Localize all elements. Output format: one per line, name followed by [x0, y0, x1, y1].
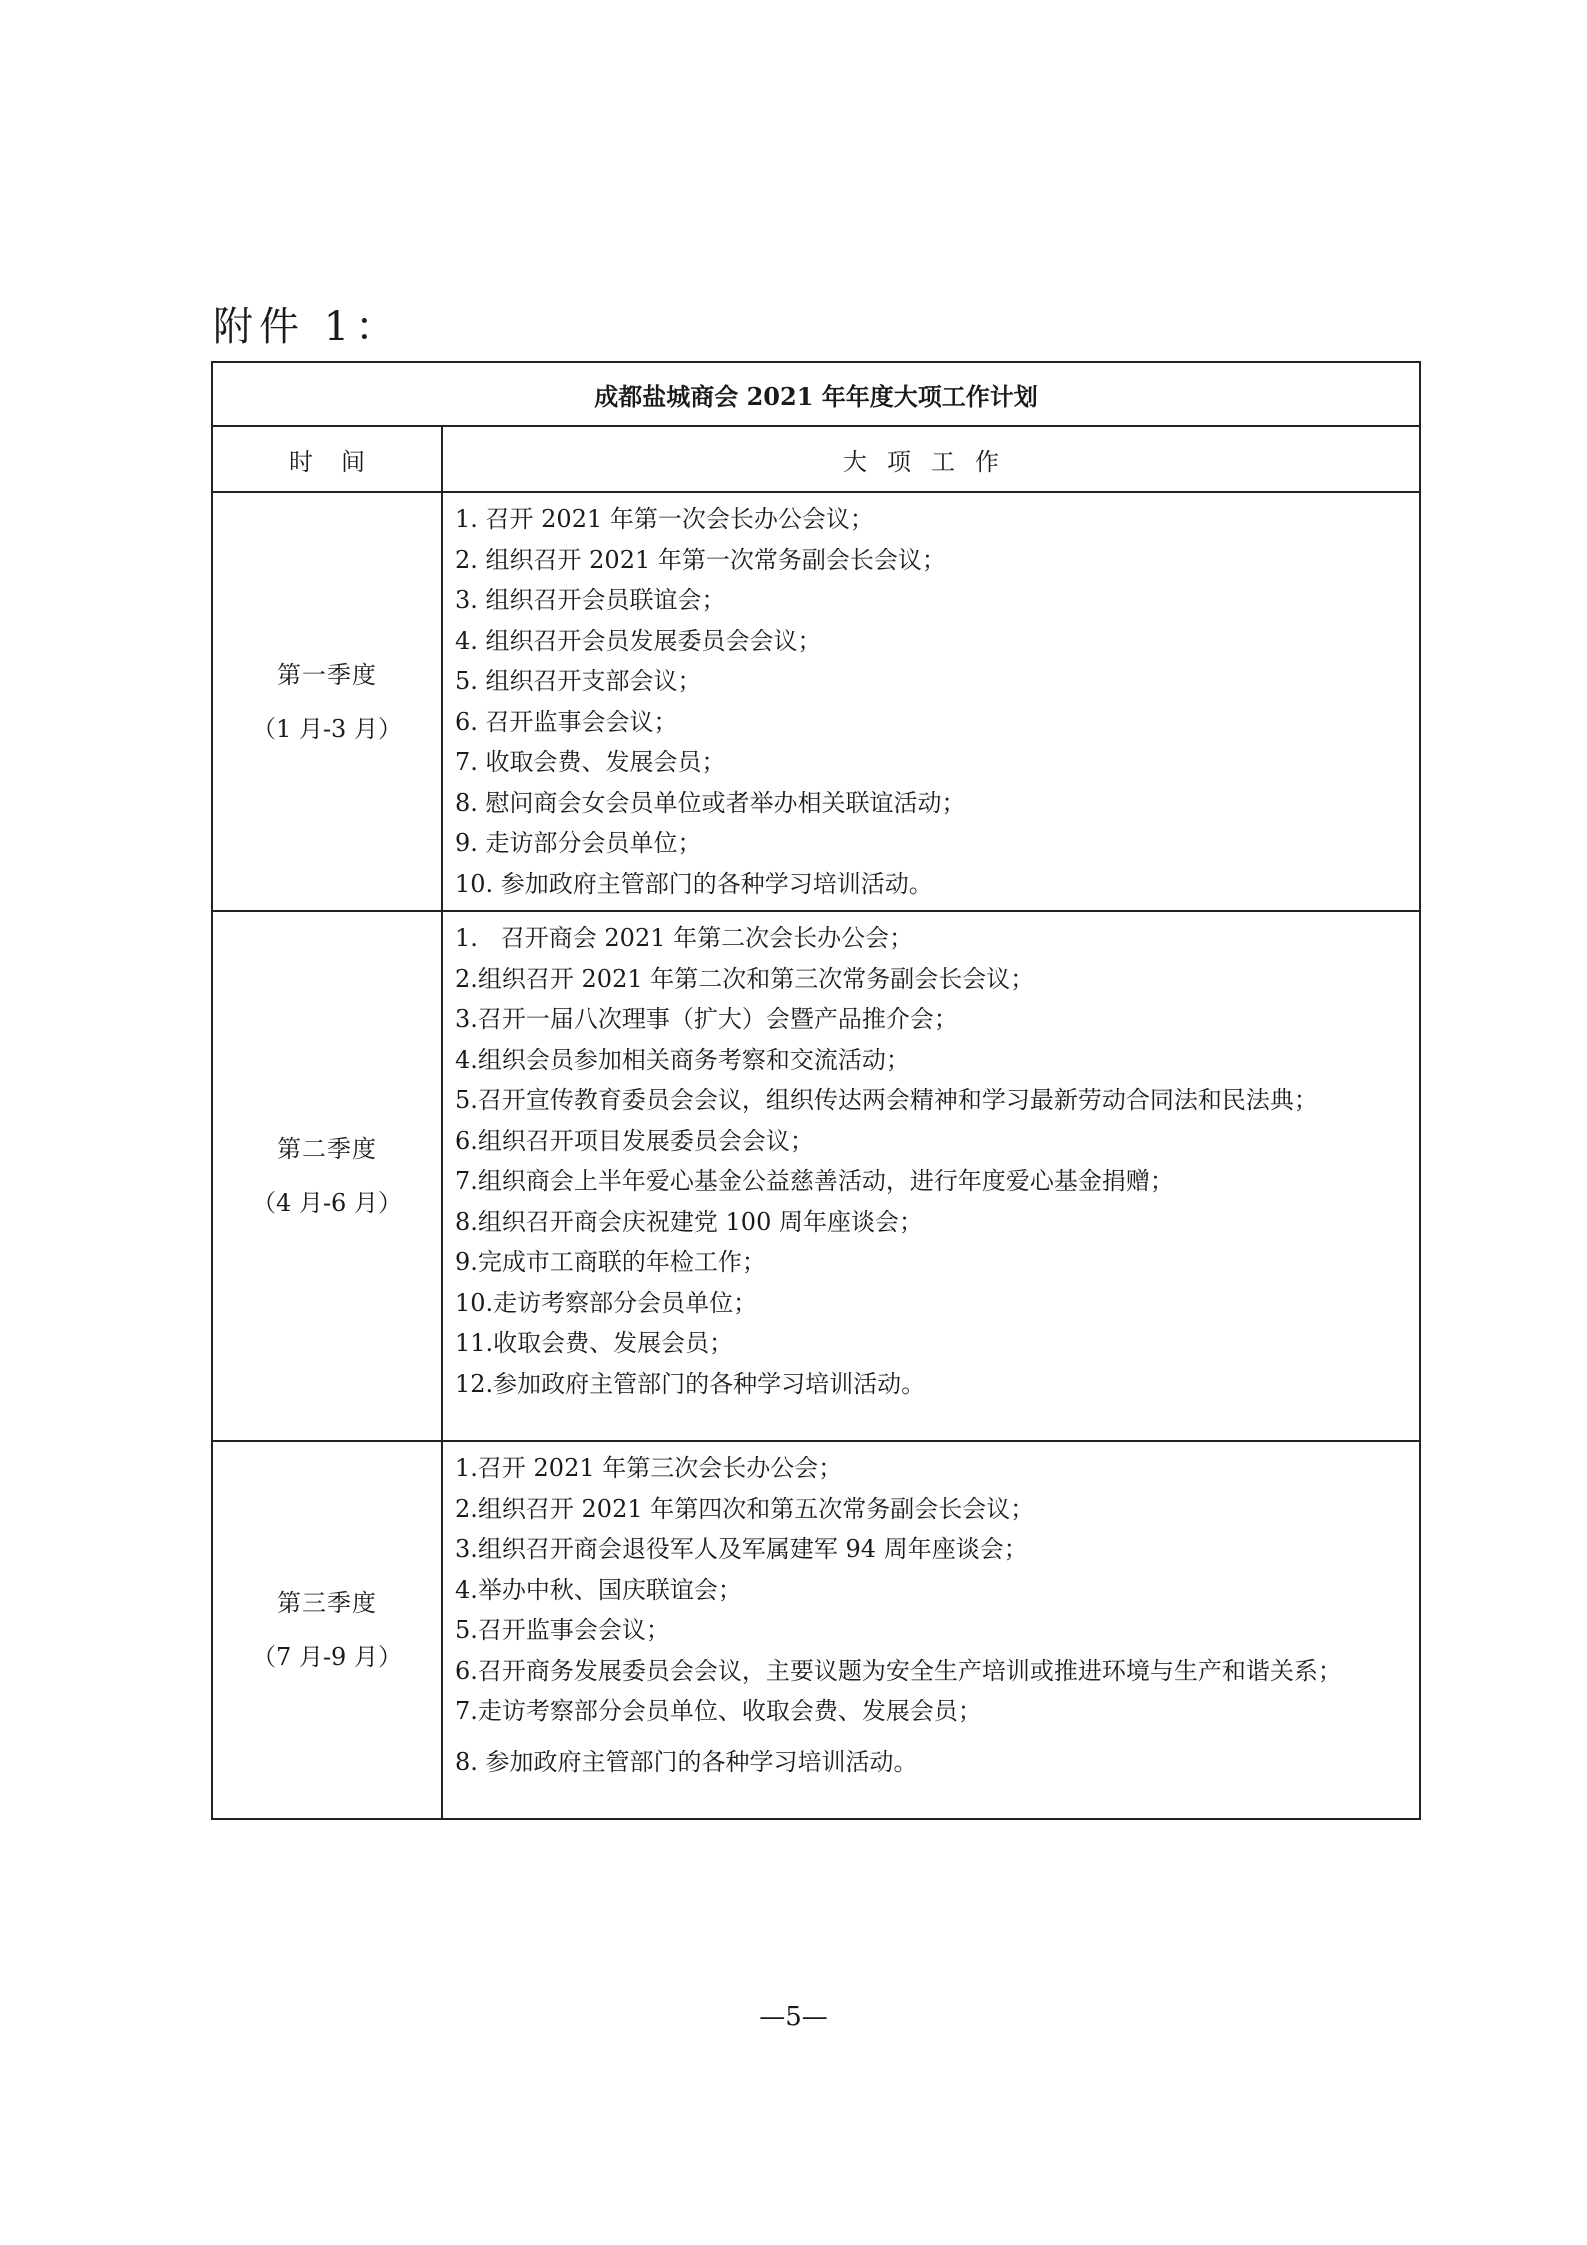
table-row	[212, 492, 1420, 911]
list-item: 3. 组织召开会员联谊会；	[455, 586, 726, 614]
list-item: 10. 参加政府主管部门的各种学习培训活动。	[455, 869, 933, 898]
list-item: 7.走访考察部分会员单位、收取会费、发展会员；	[455, 1697, 982, 1725]
list-item: 6. 召开监事会会议；	[455, 707, 678, 736]
quarter-months: （1 月-3 月）	[252, 714, 402, 743]
table-row	[212, 1441, 1420, 1819]
quarter-label: 第二季度	[277, 1135, 377, 1163]
list-item: 7.组织商会上半年爱心基金公益慈善活动，进行年度爱心基金捐赠；	[455, 1167, 1174, 1195]
work-items-cell	[442, 1441, 1420, 1819]
quarter-cell	[212, 1441, 442, 1819]
list-item: 4.组织会员参加相关商务考察和交流活动；	[455, 1045, 910, 1074]
list-item: 6.组织召开项目发展委员会会议；	[455, 1126, 814, 1155]
list-item: 2.组织召开 2021 年第二次和第三次常务副会长会议；	[455, 964, 1035, 993]
list-item: 1. 召开商会 2021 年第二次会长办公会；	[455, 924, 914, 952]
table-header-row	[212, 426, 1420, 492]
header-work: 大项工作	[442, 426, 1420, 492]
list-item: 9. 走访部分会员单位；	[455, 829, 702, 857]
list-item: 7. 收取会费、发展会员；	[455, 748, 726, 776]
work-items-cell	[442, 492, 1420, 911]
list-item: 3.召开一届八次理事（扩大）会暨产品推介会；	[455, 1005, 958, 1033]
list-item: 2. 组织召开 2021 年第一次常务副会长会议；	[455, 545, 946, 574]
list-item: 8. 参加政府主管部门的各种学习培训活动。	[455, 1747, 918, 1776]
list-item: 2.组织召开 2021 年第四次和第五次常务副会长会议；	[455, 1494, 1035, 1523]
attachment-label: 附件 1：	[213, 304, 402, 350]
list-item: 1.召开 2021 年第三次会长办公会；	[455, 1454, 843, 1482]
list-item: 5.召开监事会会议；	[455, 1616, 670, 1644]
list-item: 6.召开商务发展委员会会议，主要议题为安全生产培训或推进环境与生产和谐关系；	[455, 1656, 1342, 1685]
table-title-row	[212, 362, 1420, 426]
page-number: —5—	[759, 2002, 828, 2032]
list-item: 11.收取会费、发展会员；	[455, 1329, 734, 1357]
list-item: 4. 组织召开会员发展委员会会议；	[455, 626, 822, 655]
work-plan-table	[211, 361, 1421, 1820]
table-title: 成都盐城商会 2021 年年度大项工作计划	[212, 362, 1420, 426]
list-item: 12.参加政府主管部门的各种学习培训活动。	[455, 1369, 926, 1398]
quarter-months: （7 月-9 月）	[252, 1643, 402, 1671]
quarter-label: 第三季度	[277, 1589, 377, 1617]
list-item: 8.组织召开商会庆祝建党 100 周年座谈会；	[455, 1207, 923, 1236]
list-item: 10.走访考察部分会员单位；	[455, 1288, 758, 1317]
list-item: 3.组织召开商会退役军人及军属建军 94 周年座谈会；	[455, 1535, 1028, 1563]
list-item: 5. 组织召开支部会议；	[455, 667, 702, 695]
list-item: 5.召开宣传教育委员会会议，组织传达两会精神和学习最新劳动合同法和民法典；	[455, 1086, 1318, 1114]
table-row	[212, 911, 1420, 1441]
quarter-cell	[212, 492, 442, 911]
work-items-cell	[442, 911, 1420, 1441]
list-item: 4.举办中秋、国庆联谊会；	[455, 1575, 742, 1604]
list-item: 8. 慰问商会女会员单位或者举办相关联谊活动；	[455, 788, 966, 817]
list-item: 9.完成市工商联的年检工作；	[455, 1248, 766, 1276]
header-time: 时间	[212, 426, 442, 492]
quarter-label: 第一季度	[277, 660, 377, 689]
quarter-cell	[212, 911, 442, 1441]
quarter-months: （4 月-6 月）	[252, 1189, 402, 1217]
list-item: 1. 召开 2021 年第一次会长办公会议；	[455, 505, 874, 533]
